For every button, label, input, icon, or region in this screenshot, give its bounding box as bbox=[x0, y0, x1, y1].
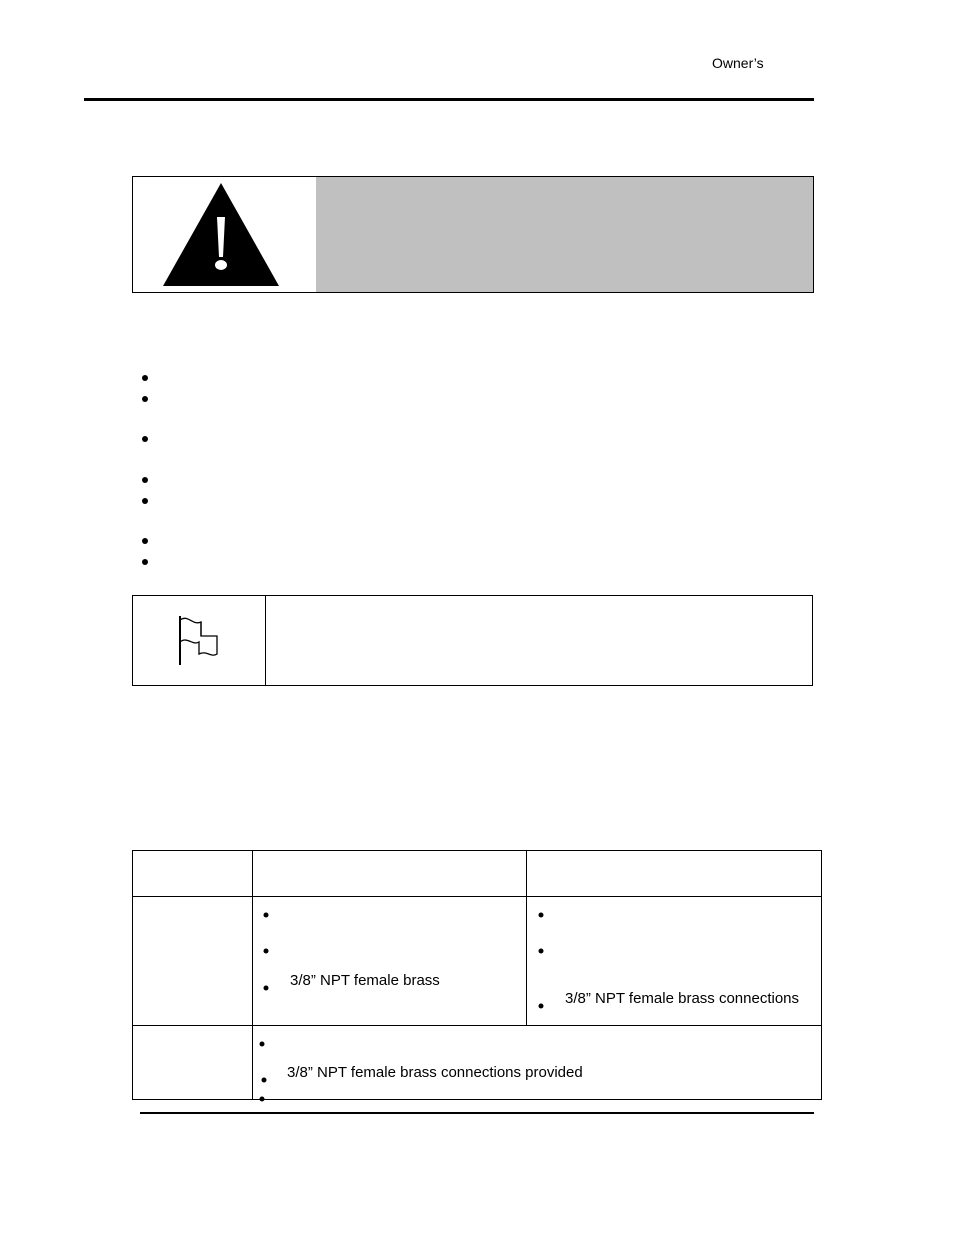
table-cell-text: 3/8” NPT female brass bbox=[290, 972, 440, 989]
table-bullet bbox=[263, 978, 269, 984]
table-bullet bbox=[261, 1070, 267, 1076]
note-icon-cell bbox=[133, 596, 266, 685]
table-bullet bbox=[259, 1034, 265, 1040]
table-bullet bbox=[538, 905, 544, 911]
warning-triangle-icon bbox=[133, 177, 316, 292]
list-bullet bbox=[141, 497, 149, 505]
table-bullet bbox=[263, 905, 269, 911]
list-bullet bbox=[141, 374, 149, 382]
note-text-cell bbox=[266, 596, 812, 685]
table-row-divider bbox=[132, 1025, 822, 1026]
table-bullet bbox=[538, 941, 544, 947]
running-header: Owner’s bbox=[712, 55, 764, 71]
table-col-divider bbox=[252, 850, 253, 1100]
list-bullet bbox=[141, 476, 149, 484]
connections-table bbox=[132, 850, 822, 1100]
flag-icon bbox=[133, 596, 265, 685]
warning-icon-cell bbox=[133, 177, 316, 292]
table-bullet bbox=[263, 941, 269, 947]
footer-rule bbox=[140, 1112, 814, 1114]
table-cell-text: 3/8” NPT female brass connections bbox=[565, 990, 800, 1007]
header-rule bbox=[84, 98, 814, 101]
note-box bbox=[132, 595, 813, 686]
list-bullet bbox=[141, 395, 149, 403]
list-bullet bbox=[141, 558, 149, 566]
table-bullet bbox=[259, 1089, 265, 1095]
table-row-divider bbox=[132, 896, 822, 897]
list-bullet bbox=[141, 537, 149, 545]
warning-text-cell bbox=[316, 177, 813, 292]
list-bullet bbox=[141, 435, 149, 443]
warning-box bbox=[132, 176, 814, 293]
table-col-divider bbox=[526, 850, 527, 1025]
table-cell-text: 3/8” NPT female brass connections provided bbox=[287, 1064, 583, 1081]
table-bullet bbox=[538, 996, 544, 1002]
